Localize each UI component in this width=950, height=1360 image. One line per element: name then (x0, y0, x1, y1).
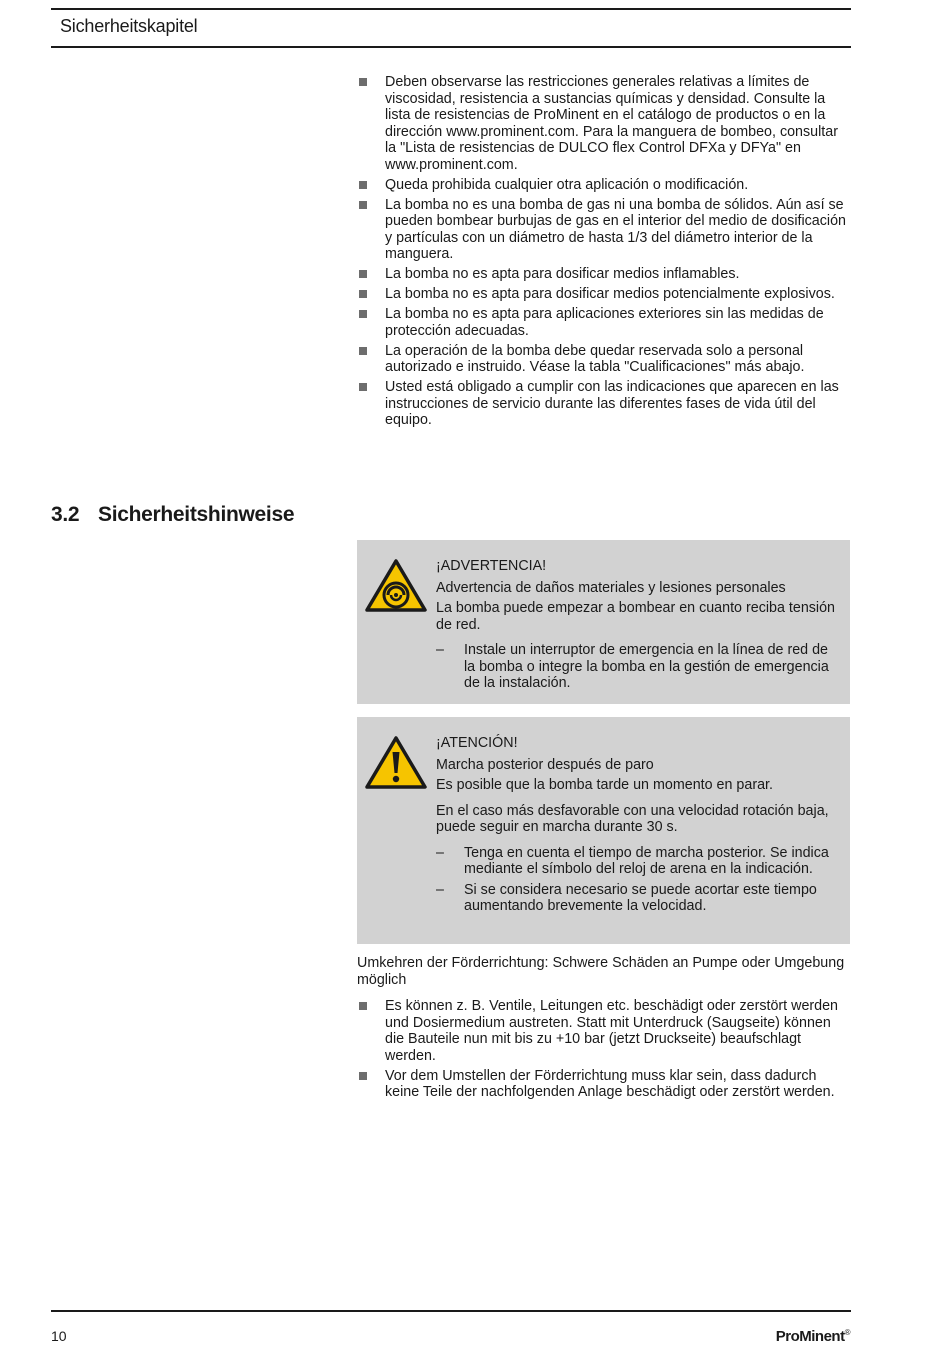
dash-mark: – (436, 642, 444, 658)
rotating-parts-warning-icon (364, 558, 428, 614)
section-heading (51, 503, 294, 527)
warning-text: La bomba puede empezar a bombear en cuanto reciba tensión de red. (436, 600, 835, 633)
list-item: Deben observarse las restricciones generales relativas a límites de viscosidad, resistencia a sustancias químicas y densidad. Consulte la lista de resistencias de ProMinent en el catálogo de productos o en la dirección www.prominent.com. Para la manguera de bombeo, consultar la "Lista de resistencias de DULCO flex Control DFXa y DFYa" en www.prominent.com. (357, 74, 853, 173)
warning-subtitle: Advertencia de daños materiales y lesiones personales (436, 579, 786, 596)
action-item: – Instale un interruptor de emergencia en la línea de red de la bomba o integre la bomba en la gestión de emergencia de la instalación. (436, 642, 829, 691)
list-item: La bomba no es apta para dosificar medios potencialmente explosivos. (357, 286, 853, 303)
exclamation-warning-icon (364, 735, 428, 791)
list-item: La operación de la bomba debe quedar reservada solo a personal autorizado e instruido. Véase la tabla "Cualificaciones" más abajo. (357, 343, 853, 376)
section-title: Sicherheitshinweise (98, 503, 295, 526)
list-item: La bomba no es apta para aplicaciones exteriores sin las medidas de protección adecuadas. (357, 306, 853, 339)
warning-content (436, 558, 838, 696)
list-item: Vor dem Umstellen der Förderrichtung muss klar sein, dass dadurch keine Teile der nachfolgenden Anlage beschädigt oder zerstört werden. (357, 1068, 853, 1101)
square-bullet-icon (359, 201, 367, 209)
action-item: – Tenga en cuenta el tiempo de marcha posterior. Se indica mediante el símbolo del reloj de arena en la indicación. (436, 844, 829, 877)
header-rule-top (51, 8, 851, 10)
square-bullet-icon (359, 78, 367, 86)
dash-mark: – (436, 881, 444, 898)
dash-mark: – (436, 844, 444, 861)
list-item: La bomba no es apta para dosificar medios inflamables. (357, 266, 853, 283)
list-item: Es können z. B. Ventile, Leitungen etc. beschädigt oder zerstört werden und Dosiermedium austreten. Statt mit Unterdruck (Saugseite) können die Bauteile nun mit bis zu +10 bar (jetzt Druckseite) beaufschlagt werden. (357, 998, 853, 1064)
page-number: 10 (51, 1328, 67, 1344)
square-bullet-icon (359, 347, 367, 355)
square-bullet-icon (359, 310, 367, 318)
warning-subtitle: Marcha posterior después de paro (436, 756, 654, 773)
warning-text: En el caso más desfavorable con una velocidad rotación baja, puede seguir en marcha durante 30 s. (436, 802, 829, 835)
warning-box-atencion (357, 717, 850, 944)
reverse-intro: Umkehren der Förderrichtung: Schwere Schäden an Pumpe oder Umgebung möglich (357, 955, 845, 988)
header-rule-bottom (51, 46, 851, 48)
signal-word: ¡ADVERTENCIA! (436, 558, 547, 574)
footer-rule (51, 1310, 851, 1312)
list-item: Queda prohibida cualquier otra aplicación o modificación. (357, 177, 853, 194)
square-bullet-icon (359, 290, 367, 298)
list-item: La bomba no es una bomba de gas ni una bomba de sólidos. Aún así se pueden bombear burbujas de gas en el interior del medio de dosificación y partículas con un diámetro de hasta 1/3 del diámetro interior de la manguera. (357, 197, 853, 263)
list-item: Usted está obligado a cumplir con las indicaciones que aparecen en las instrucciones de servicio durante las diferentes fases de vida útil del equipo. (357, 379, 853, 429)
top-bullet-list (357, 74, 853, 432)
action-item: – Si se considera necesario se puede acortar este tiempo aumentando brevemente la velocidad. (436, 881, 817, 914)
header-title: Sicherheitskapitel (60, 16, 198, 36)
section-number: 3.2 (51, 503, 80, 526)
square-bullet-icon (359, 181, 367, 189)
signal-word: ¡ATENCIÓN! (436, 735, 518, 751)
reverse-bullet-list (357, 998, 853, 1104)
brand-logo: ProMinent® (775, 1328, 850, 1345)
warning-content (436, 735, 838, 919)
square-bullet-icon (359, 383, 367, 391)
warning-text: Es posible que la bomba tarde un momento en parar. (436, 777, 773, 793)
square-bullet-icon (359, 1072, 367, 1080)
square-bullet-icon (359, 270, 367, 278)
square-bullet-icon (359, 1002, 367, 1010)
warning-box-advertencia (357, 540, 850, 704)
